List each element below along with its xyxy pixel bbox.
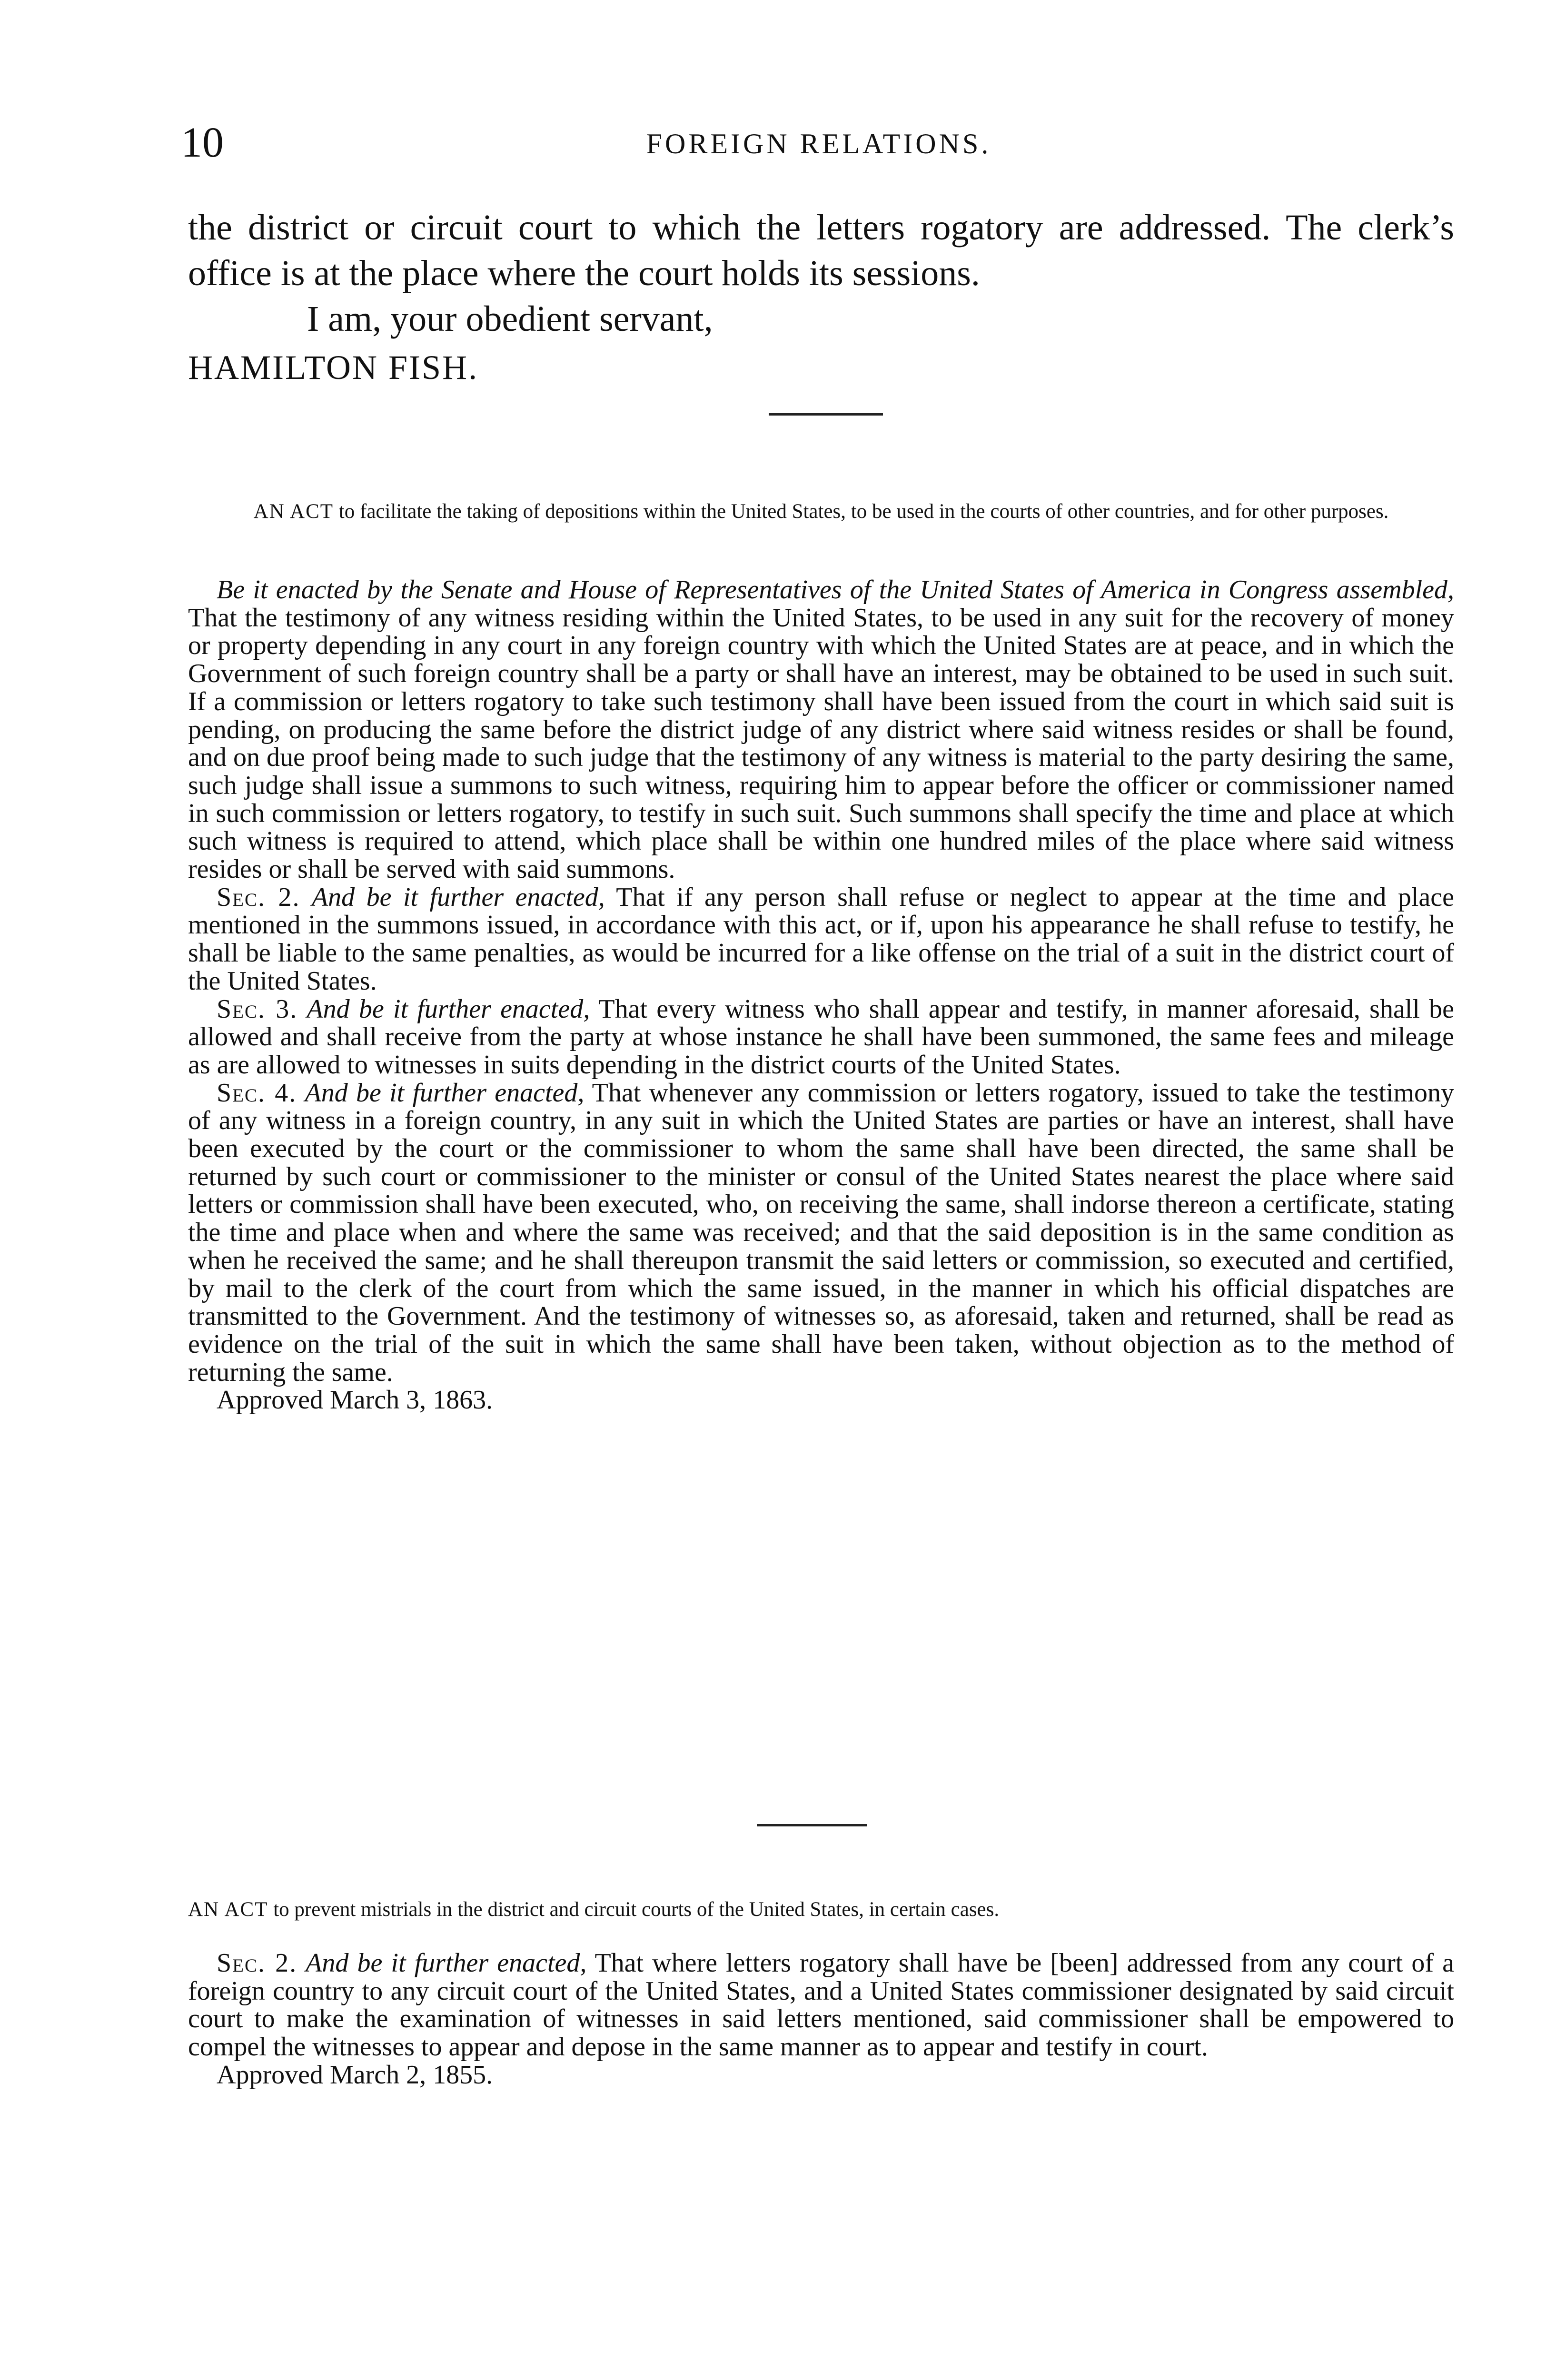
enacting-clause: Be it enacted by the Senate and House of Representatives of the United States of America in Congress assembled, — [217, 575, 1454, 605]
section-2-phrase: And be it further enacted, — [311, 882, 605, 912]
section-4-text: That whenever any commission or letters rogatory, issued to take the testimony of any witness in a foreign country, in any suit in which the United States are parties or have an interest, shall have been executed by the court or the commissioner to whom the same shall have been directed, the same shall be returned by such court or commissioner to the minister or consul of the United States nearest the place where said letters or commission shall have been executed, who, on receiving the same, shall indorse thereon a certificate, stating the time and place when and where the same was received; and that the said deposition is in the same condition as when he received the same; and he shall thereupon transmit the said letters or commission, so executed and certified, by mail to the clerk of the court from which the same issued, in the manner in which his official dispatches are transmitted to the Government. And the testimony of witnesses so, as aforesaid, taken and returned, shall be read as evidence on the trial of the suit in which the same shall have been taken, without objection as to the method of returning the same. — [188, 1078, 1455, 1387]
act-2-title — [188, 1897, 1454, 1923]
act-2-body — [188, 1949, 1454, 2089]
running-title: FOREIGN RELATIONS. — [646, 128, 991, 159]
section-3-text: That every witness who shall appear and testify, in manner aforesaid, shall be allowed and shall receive from the party at whose instance he shall have been summoned, the same fees and mileage as are allowed to witnesses in suits depending in the district courts of the United States. — [188, 994, 1455, 1080]
act-1-approved: Approved March 3, 1863. — [217, 1385, 493, 1415]
section-4-label: Sec. 4. — [217, 1078, 297, 1108]
act-1-section-4 — [188, 1079, 1454, 1387]
signature: HAMILTON FISH. — [188, 348, 479, 387]
act-1-section-2 — [188, 883, 1454, 995]
act-1-title-label: AN ACT — [253, 500, 334, 523]
act-1-body — [188, 576, 1454, 1414]
act-2-section-2-label: Sec. 2. — [217, 1948, 297, 1978]
act-1-title — [188, 499, 1454, 525]
page-number: 10 — [181, 119, 224, 166]
act-2-section-2-text: That where letters rogatory shall have be [been] addressed from any court of a foreign country to any circuit court of the United States, and a United States commissioner designated by said circuit court to make the examination of witnesses in said letters mentioned, said commissioner shall be empowered to compel the witnesses to appear and depose in the same manner as to appear and testify in court. — [188, 1948, 1454, 2062]
section-1-text: That the testimony of any witness residing within the United States, to be used in any suit for the recovery of money or property depending in any court in any foreign country with which the United States are at peace, and in which the Government of such foreign country shall be a party or shall have an interest, may be obtained to be used in such suit. If a commission or letters rogatory to take such testimony shall have been issued from the court in which said suit is pending, on producing the same before the district judge of any district where said witness resides or shall be found, and on due proof being made to such judge that the testimony of any witness is material to the party desiring the same, such judge shall issue a summons to such witness, requiring him to appear before the officer or commissioner named in such commission or letters rogatory, to testify in such suit. Such summons shall specify the time and place at which such witness is required to attend, which place shall be within one hundred miles of the place where said witness resides or shall be served with said summons. — [188, 603, 1454, 884]
act-1-section-1 — [188, 576, 1454, 883]
act-2-title-label: AN ACT — [188, 1898, 268, 1921]
section-3-phrase: And be it further enacted, — [307, 994, 590, 1024]
section-2-label: Sec. 2. — [217, 882, 300, 912]
section-divider — [757, 1824, 867, 1826]
act-2-section-2-phrase: And be it further enacted, — [306, 1948, 587, 1978]
act-2-title-text: to prevent mistrials in the district and circuit courts of the United States, in certain cases. — [273, 1898, 1000, 1921]
act-1-title-text: to facilitate the taking of depositions within the United States, to be used in the courts of other countries, and for other purposes. — [338, 500, 1389, 523]
act-1-section-3 — [188, 995, 1454, 1079]
letter-text: the district or circuit court to which the letters rogatory are addressed. The clerk’s office is at the place where the court holds its sessions. — [188, 208, 1454, 293]
letter-closing: I am, your obedient servant, — [307, 299, 713, 339]
letter-conclusion — [188, 205, 1454, 390]
section-divider — [769, 413, 883, 416]
running-head — [181, 117, 1457, 169]
section-2-text: That if any person shall refuse or neglect to appear at the time and place mentioned in the summons issued, in accordance with this act, or if, upon his appearance he shall refuse to testify, he shall be liable to the same penalties, as would be incurred for a like offense on the trial of a suit in the district court of the United States. — [188, 882, 1454, 996]
section-4-phrase: And be it further enacted, — [305, 1078, 585, 1108]
act-2-section-2 — [188, 1949, 1454, 2061]
section-3-label: Sec. 3. — [217, 994, 298, 1024]
act-2-approved: Approved March 2, 1855. — [217, 2060, 493, 2090]
